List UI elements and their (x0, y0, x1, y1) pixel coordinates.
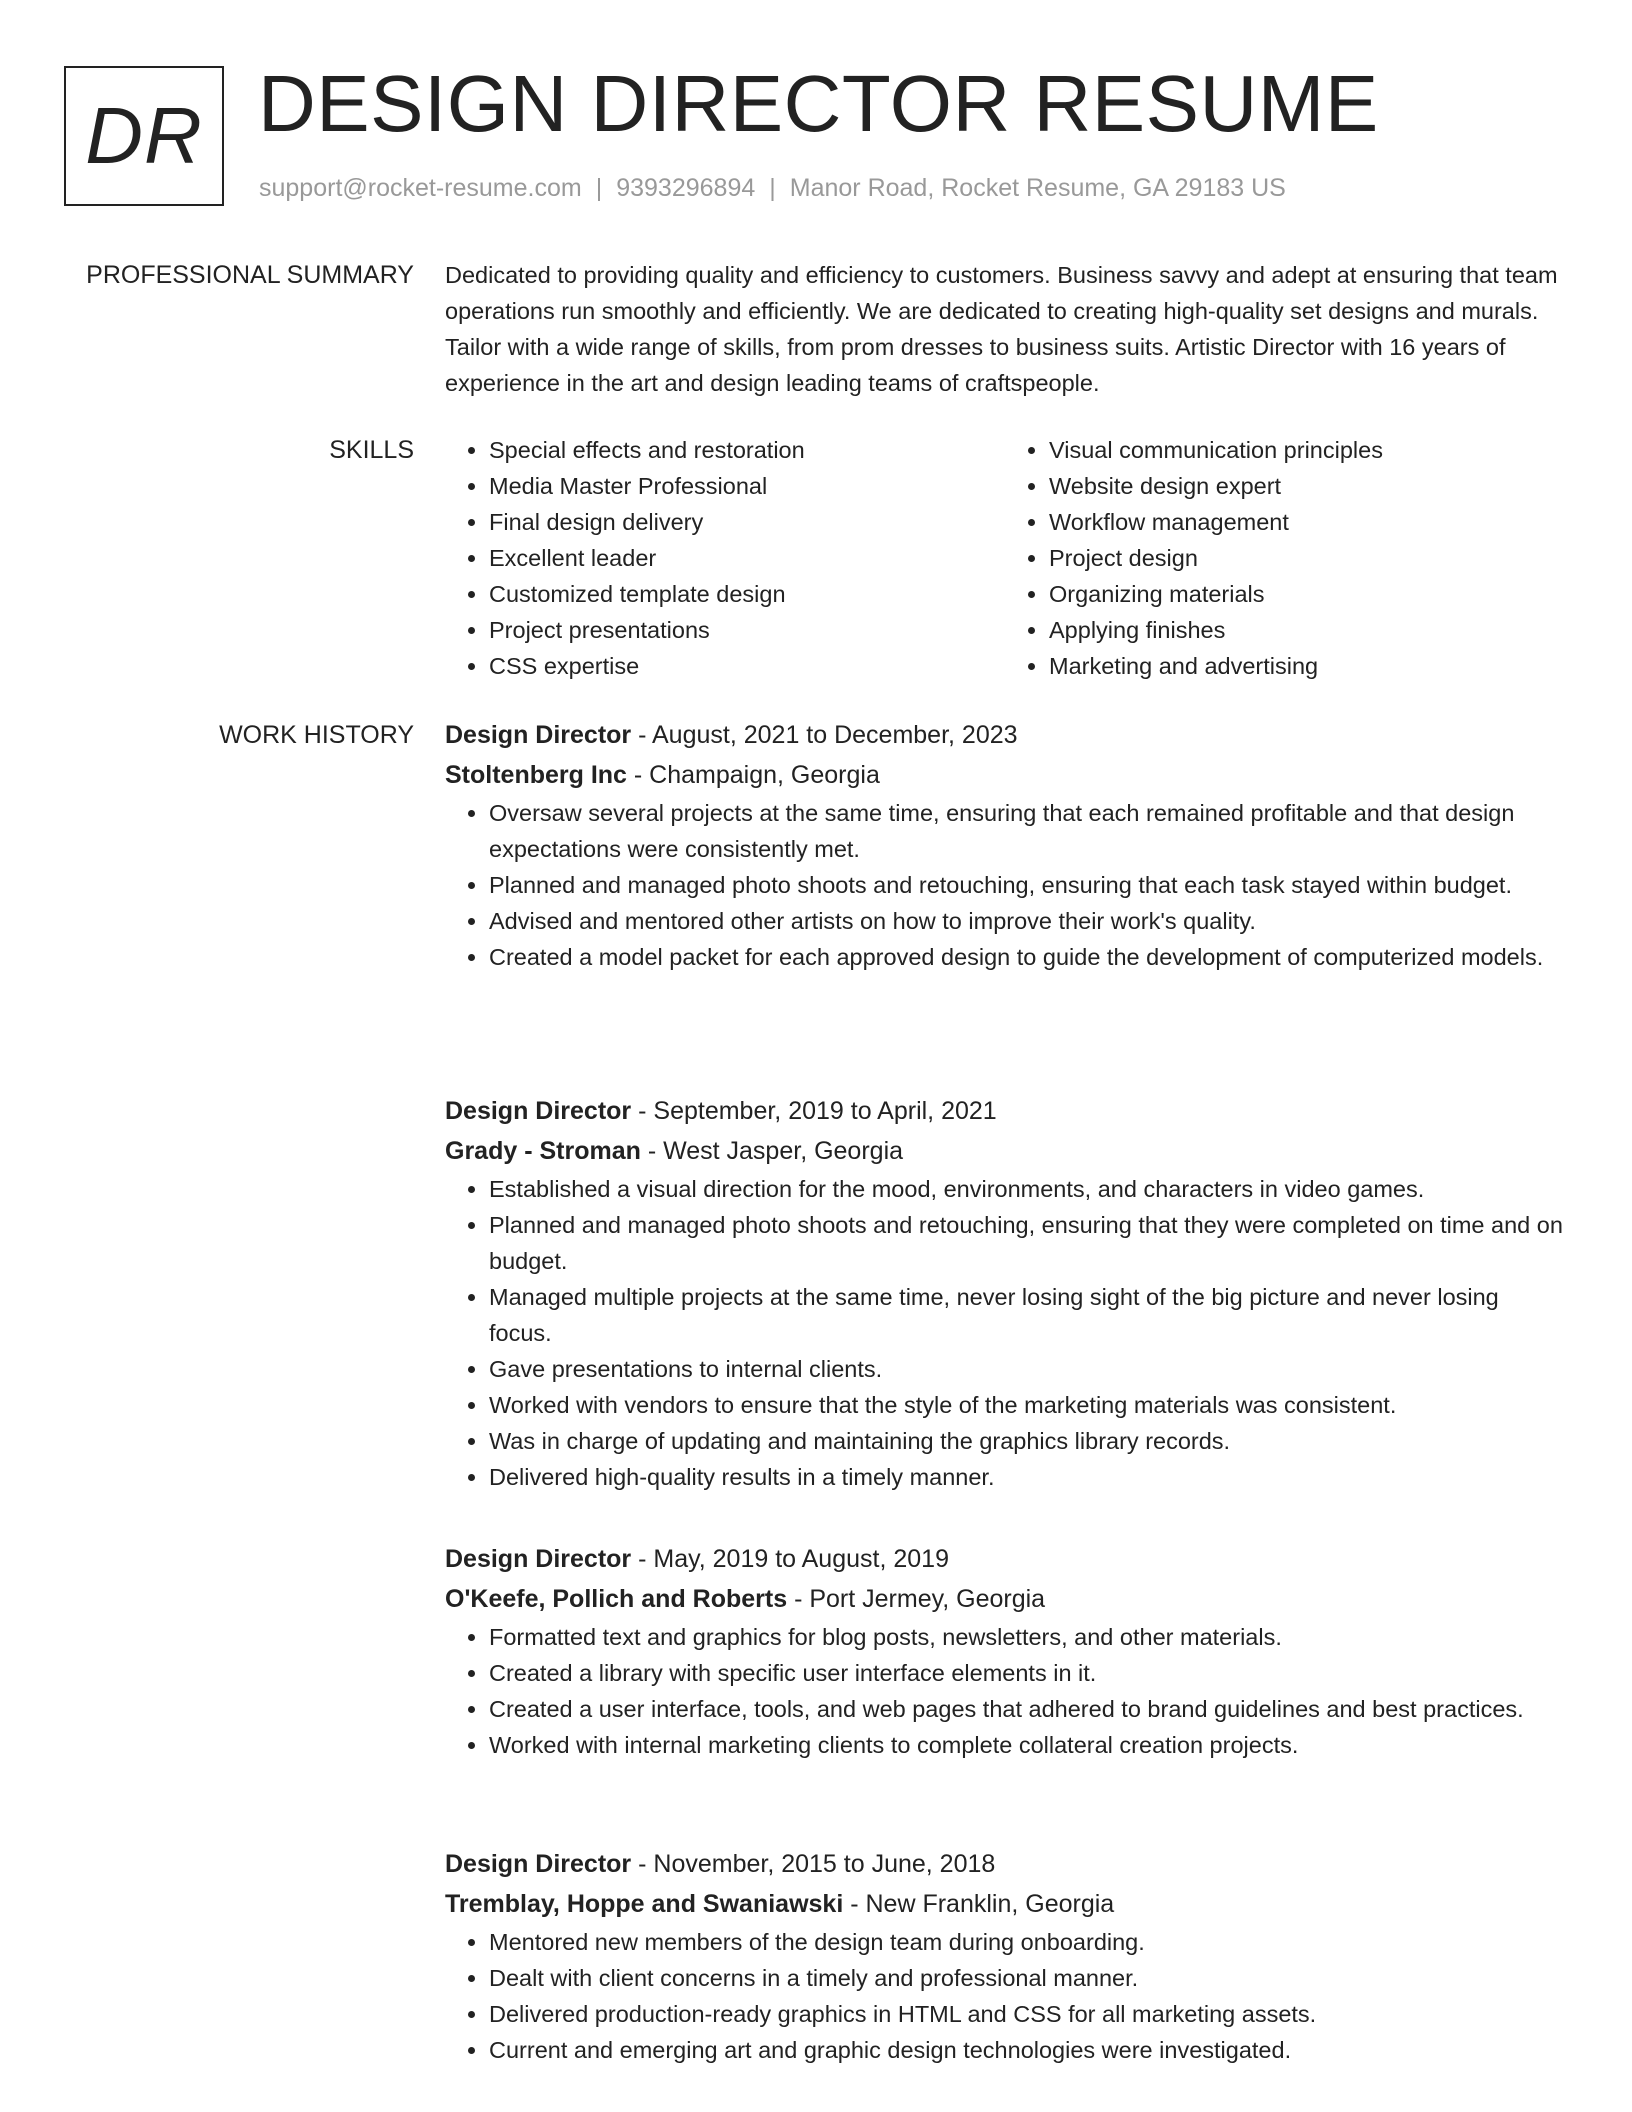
job-bullet: • Was in charge of updating and maintaining the graphics library records. (489, 1423, 1565, 1459)
job-dates: - May, 2019 to August, 2019 (631, 1545, 949, 1573)
job-bullets (445, 1619, 1565, 1763)
skill-item: • Media Master Professional (489, 468, 1005, 504)
job-bullet: • Created a model packet for each approved design to guide the development of computerized models. (489, 939, 1565, 975)
skill-item: • Customized template design (489, 576, 1005, 612)
job-company: Tremblay, Hoppe and Swaniawski (445, 1890, 844, 1918)
job-location: - New Franklin, Georgia (843, 1890, 1115, 1918)
job-bullet: • Planned and managed photo shoots and retouching, ensuring that they were completed on time and on budget. (489, 1207, 1565, 1279)
monogram-initials: DR (85, 91, 203, 180)
skill-item: • Project design (1049, 540, 1565, 576)
skill-item: • Workflow management (1049, 504, 1565, 540)
job-company-line (445, 1131, 1565, 1171)
skills-grid (445, 432, 1565, 684)
job-title-line (445, 1539, 1565, 1579)
summary-label: PROFESSIONAL SUMMARY (86, 261, 414, 289)
skill-item: • Website design expert (1049, 468, 1565, 504)
skill-item: • Special effects and restoration (489, 432, 1005, 468)
job-title: Design Director (445, 1850, 632, 1878)
contact-line (259, 174, 1286, 203)
job-bullet: • Formatted text and graphics for blog posts, newsletters, and other materials. (489, 1619, 1565, 1655)
job-title-line (445, 1844, 1565, 1884)
job-bullet: • Delivered high-quality results in a timely manner. (489, 1459, 1565, 1495)
skills-column-2 (1005, 432, 1565, 684)
job-bullet: • Current and emerging art and graphic design technologies were investigated. (489, 2032, 1565, 2068)
monogram-box (64, 66, 224, 206)
job-bullet: • Created a user interface, tools, and web pages that adhered to brand guidelines and best practices. (489, 1691, 1565, 1727)
job-company-line (445, 1579, 1565, 1619)
job-bullet: • Dealt with client concerns in a timely and professional manner. (489, 1960, 1565, 1996)
summary-text: Dedicated to providing quality and efficiency to customers. Business savvy and adept at ensuring that team operations run smoothly and efficiently. We are dedicated to creating high-quality set designs and murals. Tailor with a wide range of skills, from prom dresses to business suits. Artistic Director with 16 years of experience in the art and design leading teams of craftspeople. (445, 262, 1558, 396)
job-dates: - November, 2015 to June, 2018 (631, 1850, 996, 1878)
job-bullet: • Oversaw several projects at the same time, ensuring that each remained profitable and that design expectations were consistently met. (489, 795, 1565, 867)
job-company-line (445, 1884, 1565, 1924)
job-location: - Port Jermey, Georgia (787, 1585, 1046, 1613)
job-title: Design Director (445, 1097, 632, 1125)
job-bullet: • Planned and managed photo shoots and retouching, ensuring that each task stayed within budget. (489, 867, 1565, 903)
contact-separator: | (769, 174, 776, 202)
job-bullet: • Established a visual direction for the mood, environments, and characters in video games. (489, 1171, 1565, 1207)
job-bullet: • Worked with internal marketing clients to complete collateral creation projects. (489, 1727, 1565, 1763)
job-bullet: • Gave presentations to internal clients. (489, 1351, 1565, 1387)
job-location: - Champaign, Georgia (626, 761, 880, 789)
job-company: Grady - Stroman (445, 1137, 641, 1165)
job-bullets (445, 795, 1565, 975)
skill-item: • CSS expertise (489, 648, 1005, 684)
work-history-label: WORK HISTORY (219, 721, 414, 749)
job-bullets (445, 1171, 1565, 1495)
job-bullet: • Delivered production-ready graphics in HTML and CSS for all marketing assets. (489, 1996, 1565, 2032)
job-title: Design Director (445, 721, 632, 749)
job-company-line (445, 755, 1565, 795)
job-company: O'Keefe, Pollich and Roberts (445, 1585, 788, 1613)
skills-label: SKILLS (329, 436, 414, 464)
job-bullet: • Created a library with specific user interface elements in it. (489, 1655, 1565, 1691)
job-company: Stoltenberg Inc (445, 761, 627, 789)
job-location: - West Jasper, Georgia (640, 1137, 904, 1165)
job-bullet: • Managed multiple projects at the same time, never losing sight of the big picture and never losing focus. (489, 1279, 1565, 1351)
resume-title: DESIGN DIRECTOR RESUME (258, 59, 1379, 148)
job-bullet: • Advised and mentored other artists on how to improve their work's quality. (489, 903, 1565, 939)
skill-item: • Applying finishes (1049, 612, 1565, 648)
skill-item: • Final design delivery (489, 504, 1005, 540)
job-title: Design Director (445, 1545, 632, 1573)
skill-item: • Project presentations (489, 612, 1005, 648)
job-bullets (445, 1924, 1565, 2068)
job-bullet: • Mentored new members of the design team during onboarding. (489, 1924, 1565, 1960)
job-dates: - September, 2019 to April, 2021 (631, 1097, 997, 1125)
skill-item: • Marketing and advertising (1049, 648, 1565, 684)
skill-item: • Organizing materials (1049, 576, 1565, 612)
contact-address: Manor Road, Rocket Resume, GA 29183 US (789, 174, 1286, 202)
job-title-line (445, 715, 1565, 755)
job-title-line (445, 1091, 1565, 1131)
contact-email[interactable]: support@rocket-resume.com (259, 174, 582, 202)
job-dates: - August, 2021 to December, 2023 (631, 721, 1018, 749)
contact-separator: | (595, 174, 603, 202)
skill-item: • Visual communication principles (1049, 432, 1565, 468)
contact-phone[interactable]: 9393296894 (616, 174, 756, 202)
skill-item: • Excellent leader (489, 540, 1005, 576)
skills-column-1 (445, 432, 1005, 684)
job-bullet: • Worked with vendors to ensure that the style of the marketing materials was consistent. (489, 1387, 1565, 1423)
